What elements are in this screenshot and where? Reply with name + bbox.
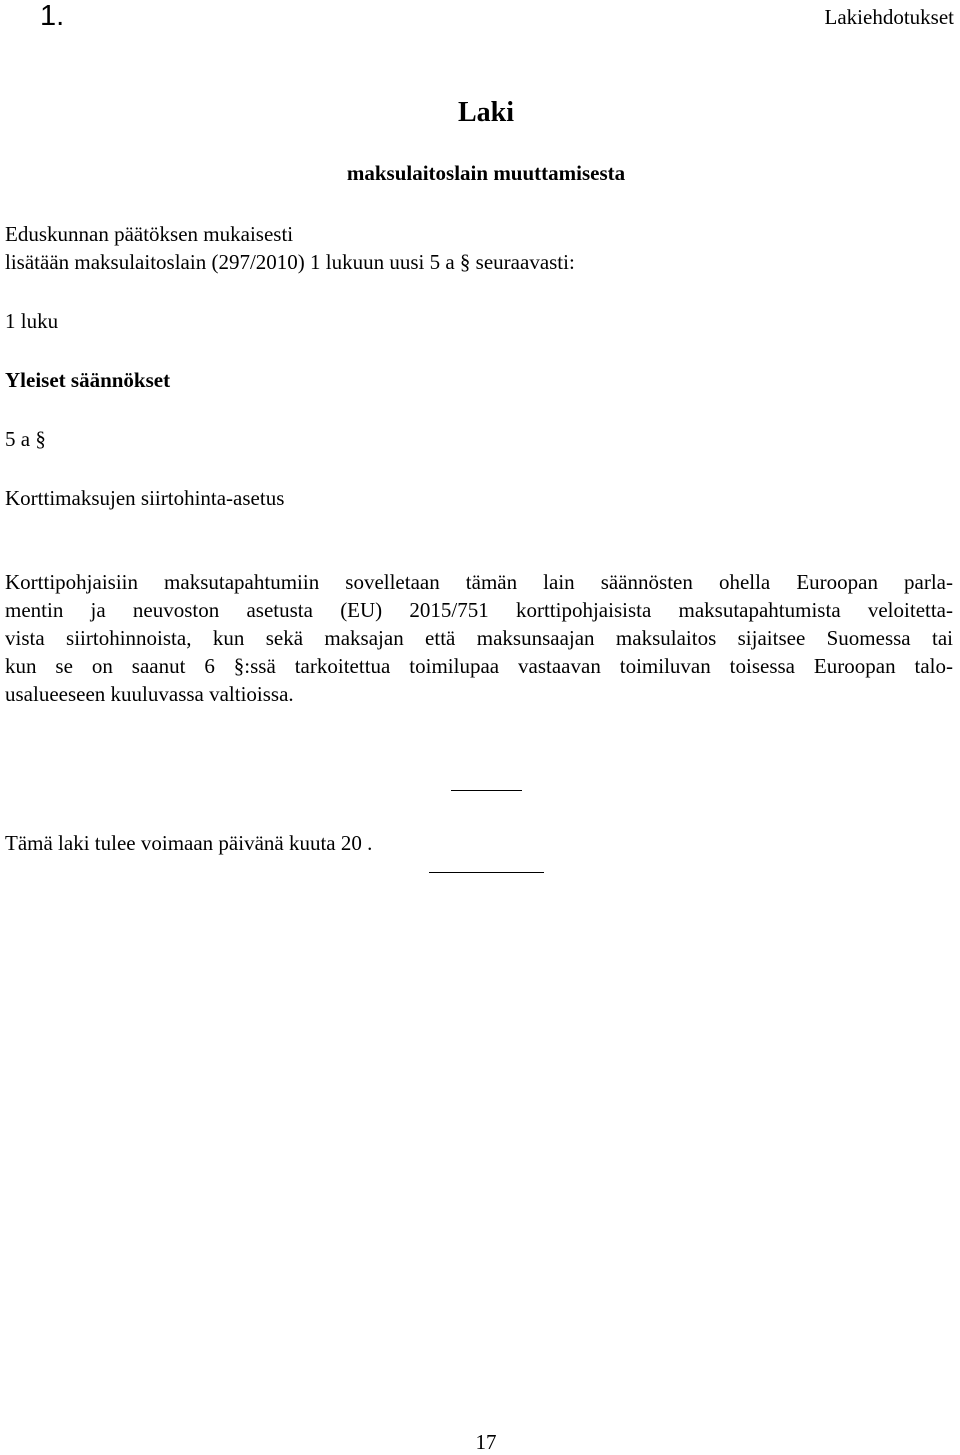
section-number: 1. bbox=[40, 0, 65, 32]
section-title: Korttimaksujen siirtohinta-asetus bbox=[5, 486, 285, 510]
page-number: 17 bbox=[475, 1430, 497, 1454]
section-body bbox=[5, 568, 953, 708]
body-line: Korttipohjaisiin maksutapahtumiin sovelletaan tämän lain säännösten ohella Euroopan parla- bbox=[5, 570, 953, 594]
body-line: usalueeseen kuuluvassa valtioissa. bbox=[5, 682, 294, 706]
closing-rule bbox=[429, 872, 544, 873]
entry-into-force: Tämä laki tulee voimaan päivänä kuuta 20 . bbox=[5, 831, 373, 855]
chapter-title: Yleiset säännökset bbox=[5, 368, 171, 392]
enactment-clause: Eduskunnan päätöksen mukaisesti bbox=[5, 222, 294, 246]
law-subtitle: maksulaitoslain muuttamisesta bbox=[346, 161, 626, 185]
separator-rule bbox=[451, 790, 522, 791]
body-line: mentin ja neuvoston asetusta (EU) 2015/751 korttipohjaisista maksutapahtumista veloitetta- bbox=[5, 598, 953, 622]
section-id: 5 a § bbox=[5, 427, 46, 451]
body-line: vista siirtohinnoista, kun sekä maksajan että maksunsaajan maksulaitos sijaitsee Suomessa tai bbox=[5, 626, 953, 650]
section-label: Lakiehdotukset bbox=[824, 5, 954, 29]
body-line: kun se on saanut 6 §:ssä tarkoitettua toimilupaa vastaavan toimiluvan toisessa Euroopan talo- bbox=[5, 654, 953, 678]
amendment-statement: lisätään maksulaitoslain (297/2010) 1 lukuun uusi 5 a § seuraavasti: bbox=[5, 250, 575, 274]
chapter-number: 1 luku bbox=[5, 309, 59, 333]
law-title: Laki bbox=[457, 97, 515, 128]
